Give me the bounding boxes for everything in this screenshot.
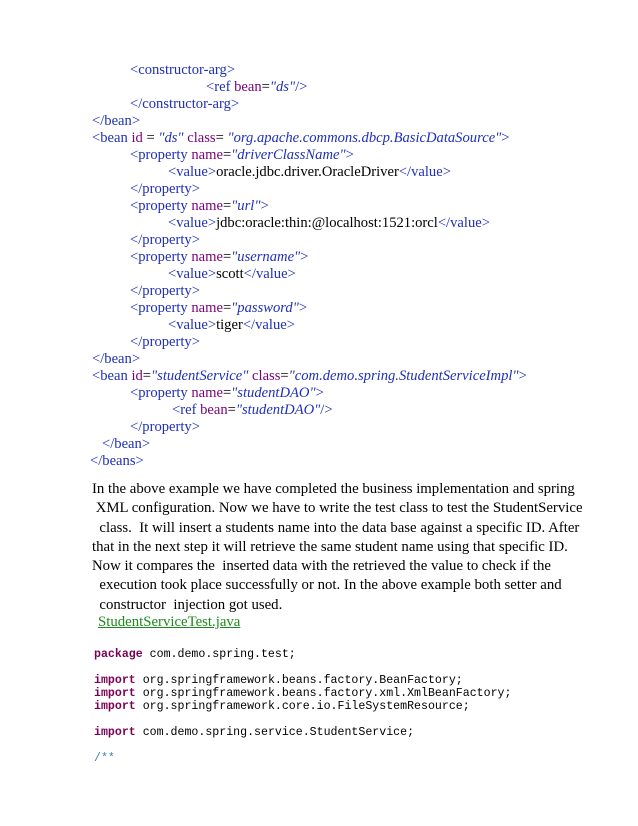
xml-token: </value>	[242, 317, 295, 333]
xml-token: "username"	[231, 249, 301, 265]
xml-token: =	[142, 130, 159, 146]
code-token: org.springframework.core.io.FileSystemResource;	[135, 700, 470, 713]
xml-token: >	[501, 130, 510, 146]
paragraph-line: constructor injection got used.	[92, 596, 283, 613]
xml-token: name	[191, 249, 223, 265]
xml-token: </property>	[130, 419, 200, 435]
xml-token: "ds"	[158, 130, 184, 146]
xml-token: name	[191, 198, 223, 214]
code-line	[94, 726, 414, 739]
xml-token: </value>	[398, 164, 451, 180]
xml-line	[90, 453, 144, 470]
xml-token: name	[191, 147, 223, 163]
xml-token: </constructor-arg>	[130, 96, 240, 112]
xml-line	[168, 317, 295, 334]
xml-token: <value>	[168, 215, 217, 231]
xml-line	[206, 79, 307, 96]
xml-token: >	[518, 368, 527, 384]
xml-token: </property>	[130, 232, 200, 248]
xml-token: <value>	[168, 164, 217, 180]
xml-line	[130, 232, 200, 249]
xml-token: id	[131, 130, 143, 146]
code-line	[94, 648, 296, 661]
xml-token: <ref	[206, 79, 235, 95]
code-line	[94, 752, 115, 765]
xml-token: =	[280, 368, 289, 384]
xml-line	[92, 368, 527, 385]
xml-token: </beans>	[90, 453, 144, 469]
xml-token: >	[345, 147, 354, 163]
xml-token: class	[248, 368, 281, 384]
xml-token: <value>	[168, 266, 217, 282]
xml-token: />	[320, 402, 333, 418]
xml-token: jdbc:oracle:thin:@localhost:1521:orcl	[216, 215, 438, 231]
xml-token: "driverClassName"	[231, 147, 346, 163]
paragraph-line: class. It will insert a students name into the data base against a specific ID. After	[92, 519, 580, 536]
xml-token: </bean>	[92, 113, 141, 129]
xml-token: <property	[130, 249, 192, 265]
paragraph-line: Now it compares the inserted data with the retrieved the value to check if the	[92, 558, 551, 575]
paragraph-line: that in the next step it will retrieve the same student name using that specific ID.	[92, 538, 568, 555]
xml-token: >	[300, 249, 309, 265]
xml-token: "studentDAO"	[235, 402, 321, 418]
xml-token: name	[191, 385, 223, 401]
xml-token: </value>	[437, 215, 490, 231]
code-token: import	[94, 726, 136, 739]
xml-line	[92, 113, 140, 130]
code-token: import	[94, 687, 136, 700]
xml-token: =	[222, 300, 232, 316]
xml-token: </property>	[130, 283, 200, 299]
xml-line	[130, 96, 239, 113]
xml-line	[102, 436, 150, 453]
file-title-link[interactable]: StudentServiceTest.java	[98, 614, 241, 630]
xml-line	[92, 351, 140, 368]
xml-token: >	[298, 300, 308, 316]
xml-line	[130, 300, 307, 317]
xml-token: id	[131, 368, 143, 384]
xml-token: =	[261, 79, 270, 95]
code-token: com.demo.spring.service.StudentService;	[135, 726, 415, 739]
xml-token: </value>	[243, 266, 296, 282]
code-token: org.springframework.beans.factory.xml.XmlBeanFactory;	[135, 687, 512, 700]
xml-token: =	[222, 198, 232, 214]
xml-token: <property	[130, 385, 192, 401]
xml-line	[130, 385, 324, 402]
explanation-paragraph	[92, 480, 612, 615]
xml-token: <property	[130, 300, 192, 316]
xml-token: oracle.jdbc.driver.OracleDriver	[216, 164, 399, 180]
xml-line	[168, 266, 296, 283]
xml-token: =	[222, 385, 232, 401]
xml-line	[168, 164, 451, 181]
xml-line	[168, 215, 490, 232]
xml-token: scott	[216, 266, 244, 282]
xml-token: bean	[200, 402, 228, 418]
xml-token: </bean>	[92, 351, 141, 367]
xml-token: "org.apache.commons.dbcp.BasicDataSource"	[227, 130, 502, 146]
xml-token: tiger	[216, 317, 243, 333]
xml-token: <value>	[168, 317, 217, 333]
xml-token: class	[183, 130, 216, 146]
xml-token: <property	[130, 147, 192, 163]
xml-line	[130, 419, 200, 436]
xml-token: </bean>	[102, 436, 151, 452]
xml-token: <property	[130, 198, 192, 214]
xml-token: <bean	[92, 130, 132, 146]
xml-line	[130, 334, 200, 351]
xml-token: "url"	[231, 198, 261, 214]
xml-token: =	[222, 249, 232, 265]
xml-token: <constructor-arg>	[130, 62, 236, 78]
xml-token: bean	[234, 79, 262, 95]
xml-line	[130, 198, 269, 215]
xml-token: =	[142, 368, 152, 384]
code-token: import	[94, 674, 136, 687]
xml-token: />	[295, 79, 308, 95]
xml-line	[130, 62, 235, 79]
code-token: com.demo.spring.test;	[142, 648, 296, 661]
xml-token: =	[227, 402, 236, 418]
code-token: /**	[94, 752, 115, 765]
code-line	[94, 687, 511, 700]
xml-token: >	[315, 385, 324, 401]
xml-token: </property>	[130, 181, 200, 197]
xml-line	[130, 283, 200, 300]
xml-token: <bean	[92, 368, 132, 384]
xml-token: "com.demo.spring.StudentServiceImpl"	[288, 368, 519, 384]
xml-line	[172, 402, 333, 419]
code-token: org.springframework.beans.factory.BeanFactory;	[135, 674, 463, 687]
xml-line	[92, 130, 510, 147]
code-token: import	[94, 700, 136, 713]
xml-token: "ds"	[269, 79, 296, 95]
paragraph-line: execution took place successfully or not. In the above example both setter and	[92, 577, 562, 594]
xml-token: </property>	[130, 334, 200, 350]
xml-line	[130, 181, 200, 198]
xml-token: "studentDAO"	[231, 385, 316, 401]
xml-line	[130, 147, 354, 164]
xml-token: >	[260, 198, 269, 214]
xml-token: "studentService"	[151, 368, 249, 384]
paragraph-line: XML configuration. Now we have to write the test class to test the StudentService	[92, 500, 583, 517]
code-line	[94, 674, 463, 687]
code-line	[94, 700, 470, 713]
xml-token: =	[215, 130, 228, 146]
xml-token: =	[222, 147, 232, 163]
xml-token: <ref	[172, 402, 201, 418]
code-token: package	[94, 648, 143, 661]
paragraph-line: In the above example we have completed the business implementation and spring	[92, 481, 575, 497]
xml-token: name	[191, 300, 223, 316]
xml-line	[130, 249, 308, 266]
xml-token: "password"	[231, 300, 299, 316]
